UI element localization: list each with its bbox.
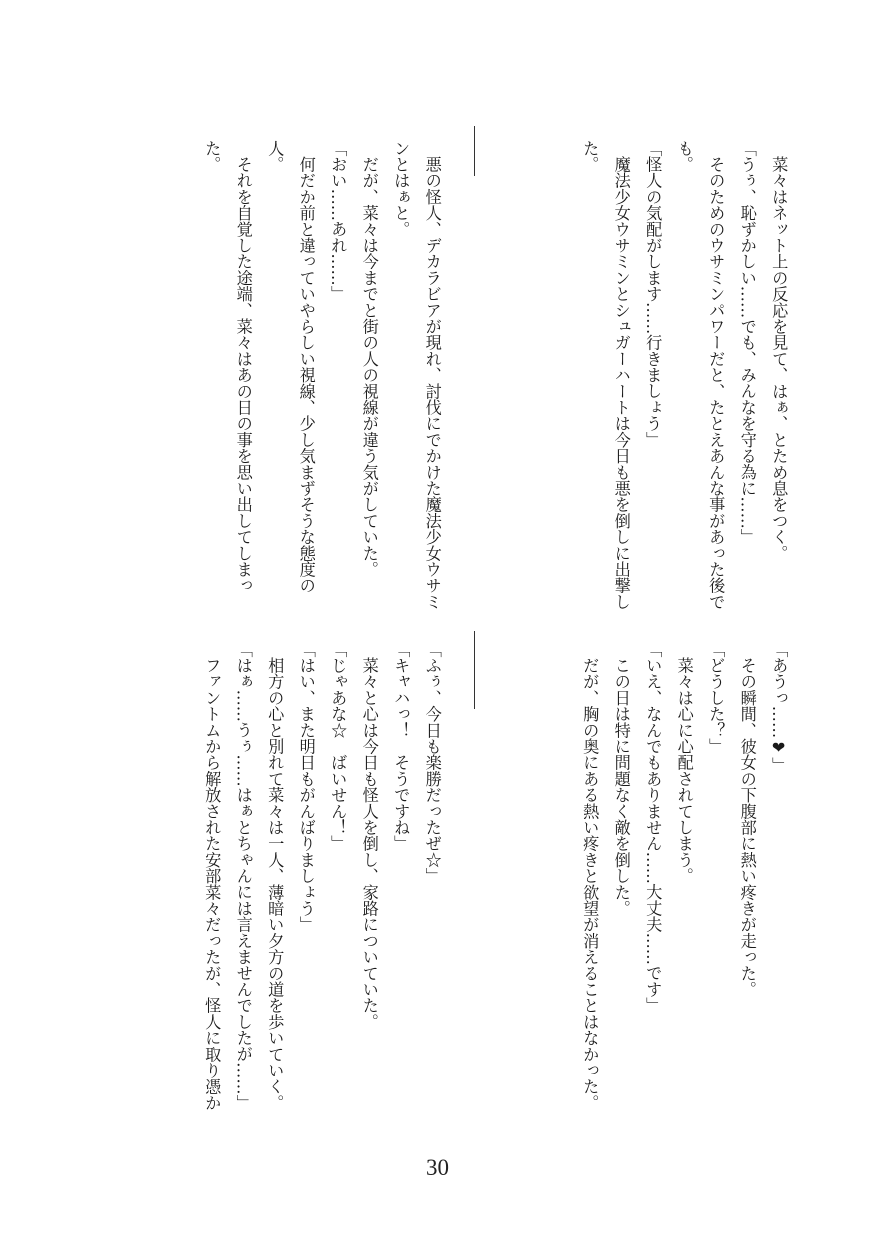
text-column: ファントムから解放された安部菜々だったが、怪人に取り憑か	[202, 641, 222, 1111]
text-column: それを自覚した途端、菜々はあの日の事を思い出してしまっ	[233, 140, 253, 594]
text-column: 「キャハっ！ そうですね」	[391, 641, 411, 852]
text-column: 相方の心と別れて菜々は一人、薄暗い夕方の道を歩いていく。	[265, 641, 285, 1111]
text-column: ンとはぁと。	[391, 140, 411, 238]
scene-break-rule-upper	[474, 126, 475, 176]
text-column: 魔法少女ウサミンとシュガーハートは今日も悪を倒しに出撃し	[611, 140, 631, 610]
text-column: 人。	[265, 140, 285, 173]
text-column: そのためのウサミンパワーだと、たとえあんな事があった後で	[706, 140, 726, 610]
text-column: だが、胸の奥にある熱い疼きと欲望が消えることはなかった。	[580, 641, 600, 1111]
text-column: 「ふぅ、今日も楽勝だったぜ☆」	[422, 641, 442, 884]
text-column: 「いえ、なんでもありません……大丈夫……です」	[643, 641, 663, 1014]
text-column: 菜々と心は今日も怪人を倒し、家路についていた。	[359, 641, 379, 1030]
text-column: 「おい……あれ……」	[328, 140, 348, 302]
text-column: た。	[202, 140, 222, 173]
text-column: 「うぅ、恥ずかしい……でも、みんなを守る為に……」	[737, 140, 757, 545]
text-column: だが、菜々は今までと街の人の視線が違う気がしていた。	[359, 140, 379, 578]
text-column: 「あうっ……❤」	[769, 641, 789, 774]
page-number: 30	[426, 1155, 449, 1180]
text-column: 菜々は心に心配されてしまう。	[674, 641, 694, 884]
scene-break-rule-lower	[474, 631, 475, 709]
text-column: 「どうした？」	[706, 641, 726, 755]
text-column: 悪の怪人、デカラビアが現れ、討伐にでかけた魔法少女ウサミ	[422, 140, 442, 610]
text-column: 菜々はネット上の反応を見て、はぁ、とため息をつく。	[769, 140, 789, 562]
text-column: 「怪人の気配がします……行きましょう」	[643, 140, 663, 448]
text-column: 「じゃあな☆ ばいせん！」	[328, 641, 348, 852]
text-column: た。	[580, 140, 600, 173]
text-column: 何だか前と違っていやらしい視線、少し気まずそうな態度の	[296, 140, 316, 594]
text-column: も。	[674, 140, 694, 173]
text-column: 「はい、また明日もがんばりましょう」	[296, 641, 316, 933]
text-column: 「はぁ……うぅ……はぁとちゃんには言えませんでしたが……」	[233, 641, 253, 1111]
text-column: その瞬間、彼女の下腹部に熱い疼きが走った。	[737, 641, 757, 998]
text-column: この日は特に問題なく敵を倒した。	[611, 641, 631, 917]
